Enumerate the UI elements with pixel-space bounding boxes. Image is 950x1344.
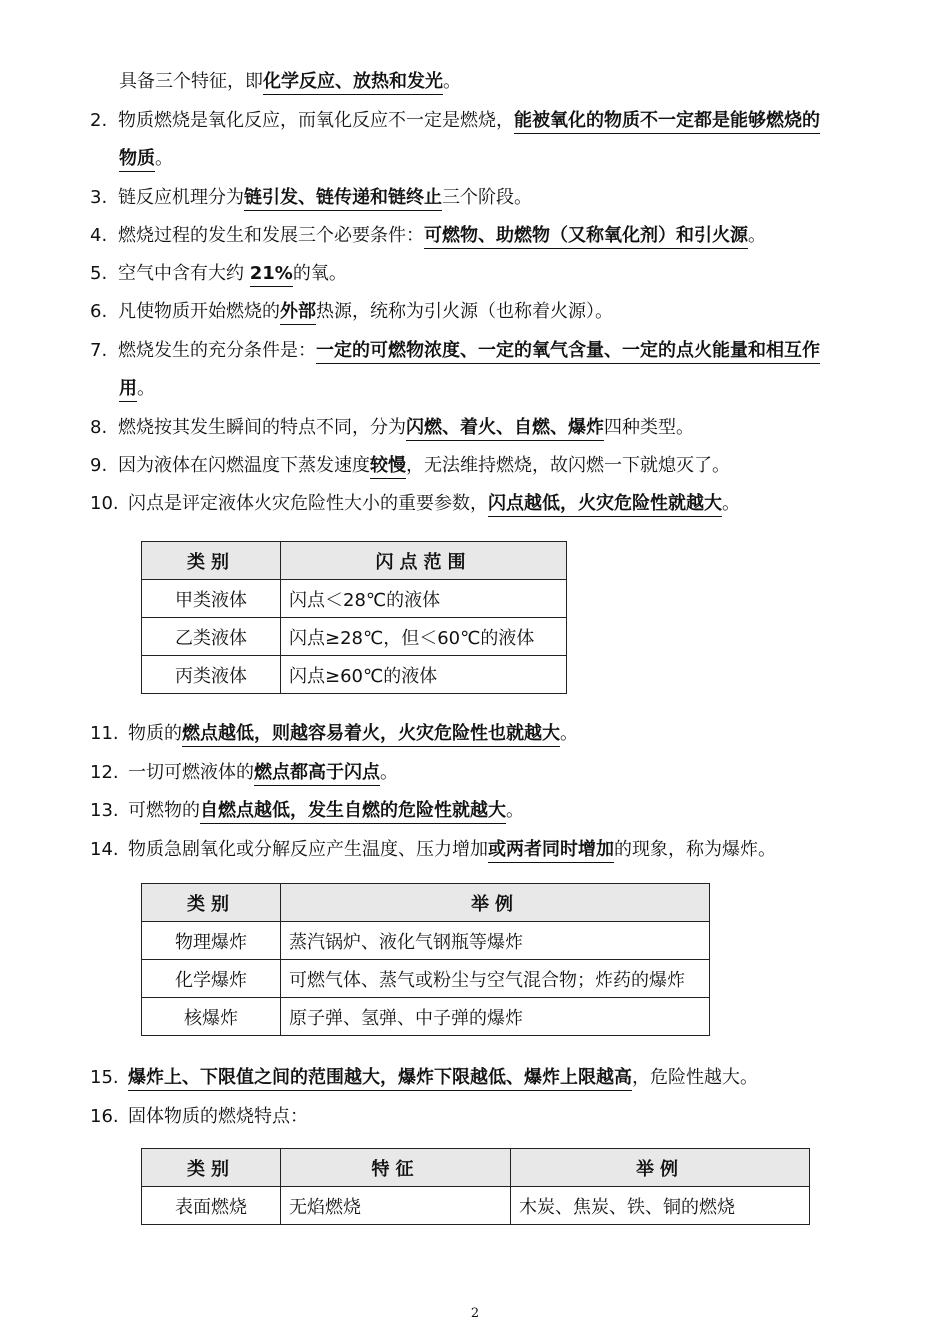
table-header-row — [142, 542, 567, 580]
table-cell: 可燃气体、蒸气或粉尘与空气混合物；炸药的爆炸 — [281, 960, 710, 998]
item-number: 5. — [90, 263, 108, 284]
item-text: 具备三个特征，即 — [119, 71, 263, 92]
table-row — [142, 960, 710, 998]
list-item-7 — [90, 339, 820, 363]
table-cell: 闪点≥28℃，但＜60℃的液体 — [281, 618, 567, 656]
table-header-row — [142, 884, 710, 922]
item-key-point: 物质 — [119, 148, 155, 172]
list-item-13 — [90, 799, 524, 823]
table-row — [142, 580, 567, 618]
table-header-row — [142, 1149, 810, 1187]
table-cell: 表面燃烧 — [142, 1187, 281, 1225]
item-text: 。 — [748, 225, 766, 246]
table-row — [142, 998, 710, 1036]
item-text: 物质急剧氧化或分解反应产生温度、压力增加 — [128, 839, 488, 860]
item-key-point: 化学反应、放热和发光 — [263, 71, 443, 95]
item-key-point: 闪点越低，火灾危险性就越大 — [488, 493, 722, 517]
list-item-9 — [90, 454, 730, 478]
table-header: 特征 — [281, 1149, 511, 1187]
item-number: 12. — [90, 762, 119, 783]
item-text: 的氧。 — [292, 263, 347, 284]
item-key-point: 外部 — [280, 301, 316, 325]
table-cell: 乙类液体 — [142, 618, 281, 656]
item-number: 14. — [90, 839, 119, 860]
table-header: 举例 — [281, 884, 710, 922]
item-text: 。 — [560, 723, 578, 744]
item-number: 2. — [90, 110, 108, 131]
list-item-5 — [90, 262, 347, 286]
item-number: 3. — [90, 187, 108, 208]
table-header: 举例 — [511, 1149, 810, 1187]
list-item-16 — [90, 1105, 308, 1129]
item-number: 13. — [90, 800, 119, 821]
item-number: 4. — [90, 225, 108, 246]
item-text: 空气中含有大约 — [118, 263, 250, 284]
list-item-15 — [90, 1066, 758, 1090]
item-text: 因为液体在闪燃温度下蒸发速度 — [118, 455, 370, 476]
list-item-4 — [90, 224, 766, 248]
item-text: 燃烧发生的充分条件是： — [118, 340, 316, 361]
item-text: 燃烧按其发生瞬间的特点不同，分为 — [118, 417, 406, 438]
table-cell: 丙类液体 — [142, 656, 281, 694]
table-cell: 蒸汽锅炉、液化气钢瓶等爆炸 — [281, 922, 710, 960]
item-text: 可燃物的 — [128, 800, 200, 821]
table-cell: 物理爆炸 — [142, 922, 281, 960]
item-number: 11. — [90, 723, 119, 744]
item-number: 15. — [90, 1067, 119, 1088]
item-text: 物质燃烧是氧化反应，而氧化反应不一定是燃烧， — [118, 110, 514, 131]
list-item-7-continuation — [119, 377, 155, 401]
item-text: 。 — [380, 762, 398, 783]
list-item-6 — [90, 300, 613, 324]
item-text: 物质的 — [128, 723, 182, 744]
item-key-point: 能被氧化的物质不一定都是能够燃烧的 — [514, 110, 820, 134]
table-row — [142, 656, 567, 694]
list-item-14 — [90, 838, 776, 862]
table-header: 类别 — [142, 542, 281, 580]
item-text: 固体物质的燃烧特点： — [128, 1106, 308, 1127]
item-text: 四种类型。 — [604, 417, 694, 438]
item-number: 7. — [90, 340, 108, 361]
item-key-point: 用 — [119, 378, 137, 402]
item-key-point: 爆炸上、下限值之间的范围越大，爆炸下限越低、爆炸上限越高 — [128, 1067, 632, 1091]
table-cell: 原子弹、氢弹、中子弹的爆炸 — [281, 998, 710, 1036]
item-text: 三个阶段。 — [442, 187, 532, 208]
item-key-point: 较慢 — [370, 455, 406, 479]
item-text: 。 — [443, 71, 461, 92]
table-header: 类别 — [142, 1149, 281, 1187]
item-text: 一切可燃液体的 — [128, 762, 254, 783]
list-item-8 — [90, 416, 694, 440]
table-cell: 木炭、焦炭、铁、铜的燃烧 — [511, 1187, 810, 1225]
item-text: ，无法维持燃烧，故闪燃一下就熄灭了。 — [406, 455, 730, 476]
item-key-point: 燃点越低，则越容易着火，火灾危险性也就越大 — [182, 723, 560, 747]
page-number: 2 — [470, 1306, 480, 1321]
list-item-3 — [90, 186, 532, 210]
item-number: 9. — [90, 455, 108, 476]
item-1-continuation — [119, 70, 461, 94]
item-text: 燃烧过程的发生和发展三个必要条件： — [118, 225, 424, 246]
item-key-point: 链引发、链传递和链终止 — [244, 187, 442, 211]
item-key-point: 自燃点越低，发生自燃的危险性就越大 — [200, 800, 506, 824]
table-cell: 化学爆炸 — [142, 960, 281, 998]
item-text: 。 — [137, 378, 155, 399]
item-text: 链反应机理分为 — [118, 187, 244, 208]
item-key-point: 闪燃、着火、自燃、爆炸 — [406, 417, 604, 441]
table-cell: 核爆炸 — [142, 998, 281, 1036]
item-text: 。 — [506, 800, 524, 821]
list-item-11 — [90, 722, 578, 746]
list-item-12 — [90, 761, 398, 785]
item-key-point: 燃点都高于闪点 — [254, 762, 380, 786]
item-number: 8. — [90, 417, 108, 438]
item-text: 的现象，称为爆炸。 — [614, 839, 776, 860]
item-number: 16. — [90, 1106, 119, 1127]
table-cell: 甲类液体 — [142, 580, 281, 618]
flash-point-table — [141, 541, 567, 694]
item-text: 热源，统称为引火源（也称着火源）。 — [316, 301, 613, 322]
item-key-point: 可燃物、助燃物（又称氧化剂）和引火源 — [424, 225, 748, 249]
explosion-type-table — [141, 883, 710, 1036]
solid-combustion-table — [141, 1148, 810, 1225]
table-cell: 闪点＜28℃的液体 — [281, 580, 567, 618]
table-header: 闪点范围 — [281, 542, 567, 580]
table-row — [142, 1187, 810, 1225]
item-number: 6. — [90, 301, 108, 322]
list-item-10 — [90, 492, 740, 516]
item-text: 。 — [722, 493, 740, 514]
list-item-2 — [90, 109, 820, 133]
table-row — [142, 618, 567, 656]
item-key-point: 或两者同时增加 — [488, 839, 614, 863]
item-text: 。 — [155, 148, 173, 169]
table-row — [142, 922, 710, 960]
item-number: 10. — [90, 493, 119, 514]
item-text: ，危险性越大。 — [632, 1067, 758, 1088]
item-text: 闪点是评定液体火灾危险性大小的重要参数， — [128, 493, 488, 514]
list-item-2-continuation — [119, 147, 173, 171]
item-key-point: 21% — [250, 263, 293, 287]
table-cell: 无焰燃烧 — [281, 1187, 511, 1225]
table-header: 类别 — [142, 884, 281, 922]
item-text: 凡使物质开始燃烧的 — [118, 301, 280, 322]
table-cell: 闪点≥60℃的液体 — [281, 656, 567, 694]
item-key-point: 一定的可燃物浓度、一定的氧气含量、一定的点火能量和相互作 — [316, 340, 820, 364]
